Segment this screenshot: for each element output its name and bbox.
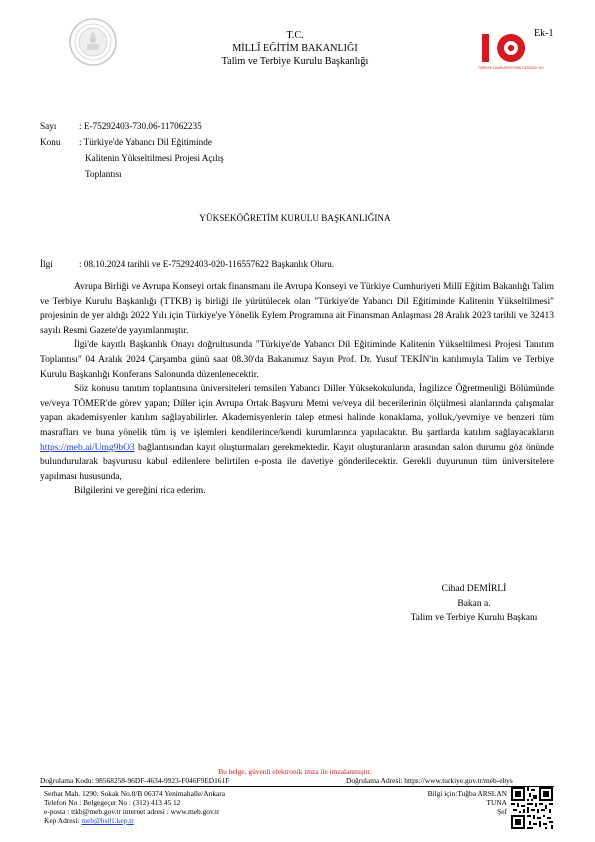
verification-code: Doğrulama Kodu: 98568258-96DF-4634-9923-F046F9ED161F	[40, 776, 230, 785]
signature-block	[384, 582, 564, 626]
body-paragraph-1: Avrupa Birliği ve Avrupa Konseyi ortak finansmanı ile Avrupa Konseyi ve Türkiye Cumhuriyeti Millî Eğitim Bakanlığı Talim ve Terbiye Kurulu Başkanlığı (TTKB) iş birliği ile yürütülecek olan "Türkiye'de Yabancı Dil Eğitiminde Kalitenin Yükseltilmesi" projesinin de yer aldığı 2022 Yılı için Türkiye'ye Yönelik Eylem Programına ait Finansman Anlaşması 28 Aralık 2023 tarihli ve 32413 sayılı Resmi Gazete'de yayımlanmıştır.	[40, 282, 554, 336]
subject-line-2: Kalitenin Yükseltilmesi Projesi Açılış	[85, 153, 224, 163]
kep-address-link[interactable]: meb@hs01.kep.tr	[81, 816, 134, 825]
verification-qr-code	[511, 787, 553, 829]
footer-email-web: e-posta : ttkb@meb.gov.tr internet adresi : www.meb.gov.tr	[44, 807, 220, 816]
ministry-logo	[68, 12, 118, 72]
signer-title: Talim ve Terbiye Kurulu Başkanı	[410, 613, 538, 624]
signer-name: Cihad DEMİRLİ	[441, 584, 507, 594]
annex-label: Ek-1	[534, 28, 554, 39]
kep-label: Kep Adresi:	[44, 816, 80, 825]
footer-address: Serhat Mah. 1290. Sokak No.8/B 06374 Yenimahalle/Ankara	[44, 789, 226, 798]
number-value: : E-75292403-730.06-117062235	[79, 121, 202, 131]
subject-line-1: : Türkiye'de Yabancı Dil Eğitiminde	[79, 137, 212, 147]
subject-line-3: Toplantısı	[85, 169, 122, 179]
info-contact: Bilgi için:Tuğba ARSLAN	[427, 789, 507, 798]
reference-label: İlgi	[40, 259, 53, 269]
recipient: YÜKSEKÖĞRETİM KURULU BAŞKANLIĞINA	[199, 213, 391, 223]
body-paragraph-4: Bilgilerini ve gereğini rica ederim.	[74, 486, 206, 497]
reference-text: : 08.10.2024 tarihli ve E-75292403-020-116557622 Başkanlık Oluru.	[79, 259, 335, 269]
number-label: Sayı	[40, 121, 57, 131]
body-paragraph-2: İlgi'de kayıtlı Başkanlık Onayı doğrultusunda "Türkiye'de Yabancı Dil Eğitiminde Kalitenin Yükseltilmesi Projesi Tanıtım Toplantısı" 04 Aralık 2024 Çarşamba günü saat 08.30'da Bakanımız Sayın Prof. Dr. Yusuf TEKİN'in katılımıyla Talim ve Terbiye Kurulu Başkanlığı Konferans Salonunda düzenlenecektir.	[40, 340, 554, 380]
subject-label: Konu	[40, 137, 61, 147]
letterhead-line-1: T.C.	[286, 30, 304, 41]
anniversary-tagline: TÜRKİYE CUMHURİYETİ'NİN YÜZÜNCÜ YILI	[478, 66, 544, 70]
letterhead-line-3: Talim ve Terbiye Kurulu Başkanlığı	[221, 56, 369, 67]
footer-divider	[40, 786, 554, 787]
letterhead-line-2: MİLLÎ EĞİTİM BAKANLIĞI	[232, 43, 358, 54]
footer-phone: Telefon No : Belgegeçer No : (312) 413 45 12	[44, 798, 181, 807]
signer-role: Bakan a.	[457, 598, 491, 609]
info-contact-line-2: TUNA	[486, 798, 507, 807]
body-paragraph-3-start: Söz konusu tanıtım toplantısına üniversiteleri temsilen Yabancı Diller Yüksekokulunda, İngilizce Öğretmenliği Bölümünde ve/veya TÖMER'de görev yapan; Diller için Avrupa Ortak Başvuru Metni ve/veya dil becerilerinin ölçülmesi alanlarında çalışmalar yapan akademisyenler katılım sağlayabilirler. Akademisyenlerin talep etmesi halinde konaklama, yolluk,/yevmiye ve benzeri tüm masrafları ve buna yönelik tüm iş ve işlemleri kendilerince/kendi kurumlarınca yapılacaktır. Bu şartlarda katılım sağlayacakların	[40, 384, 554, 438]
letter-body	[40, 280, 554, 499]
body-paragraph-3-end: bağlantısından kayıt oluşturmaları gerekmektedir. Kayıt oluşturanların arasından salon durumu göz önünde bulundurularak başvurusu kabul edilenlere belirtilen e-posta ile davetiye gönderilecektir. Gerekli duyurunun tüm üniversitelere yapılması hususunda,	[40, 442, 555, 482]
info-contact-line-3: Şef	[497, 807, 507, 816]
body-paragraph-3	[40, 382, 554, 484]
registration-link[interactable]: https://meb.ai/Umg9bO3	[40, 442, 135, 453]
verification-address: Doğrulama Adresi: https://www.turkiye.gov.tr/meb-ebys	[346, 776, 513, 785]
footer-kep	[44, 817, 134, 826]
e-signature-notice: Bu belge, güvenli elektronik imza ile imzalanmıştır.	[218, 767, 372, 776]
